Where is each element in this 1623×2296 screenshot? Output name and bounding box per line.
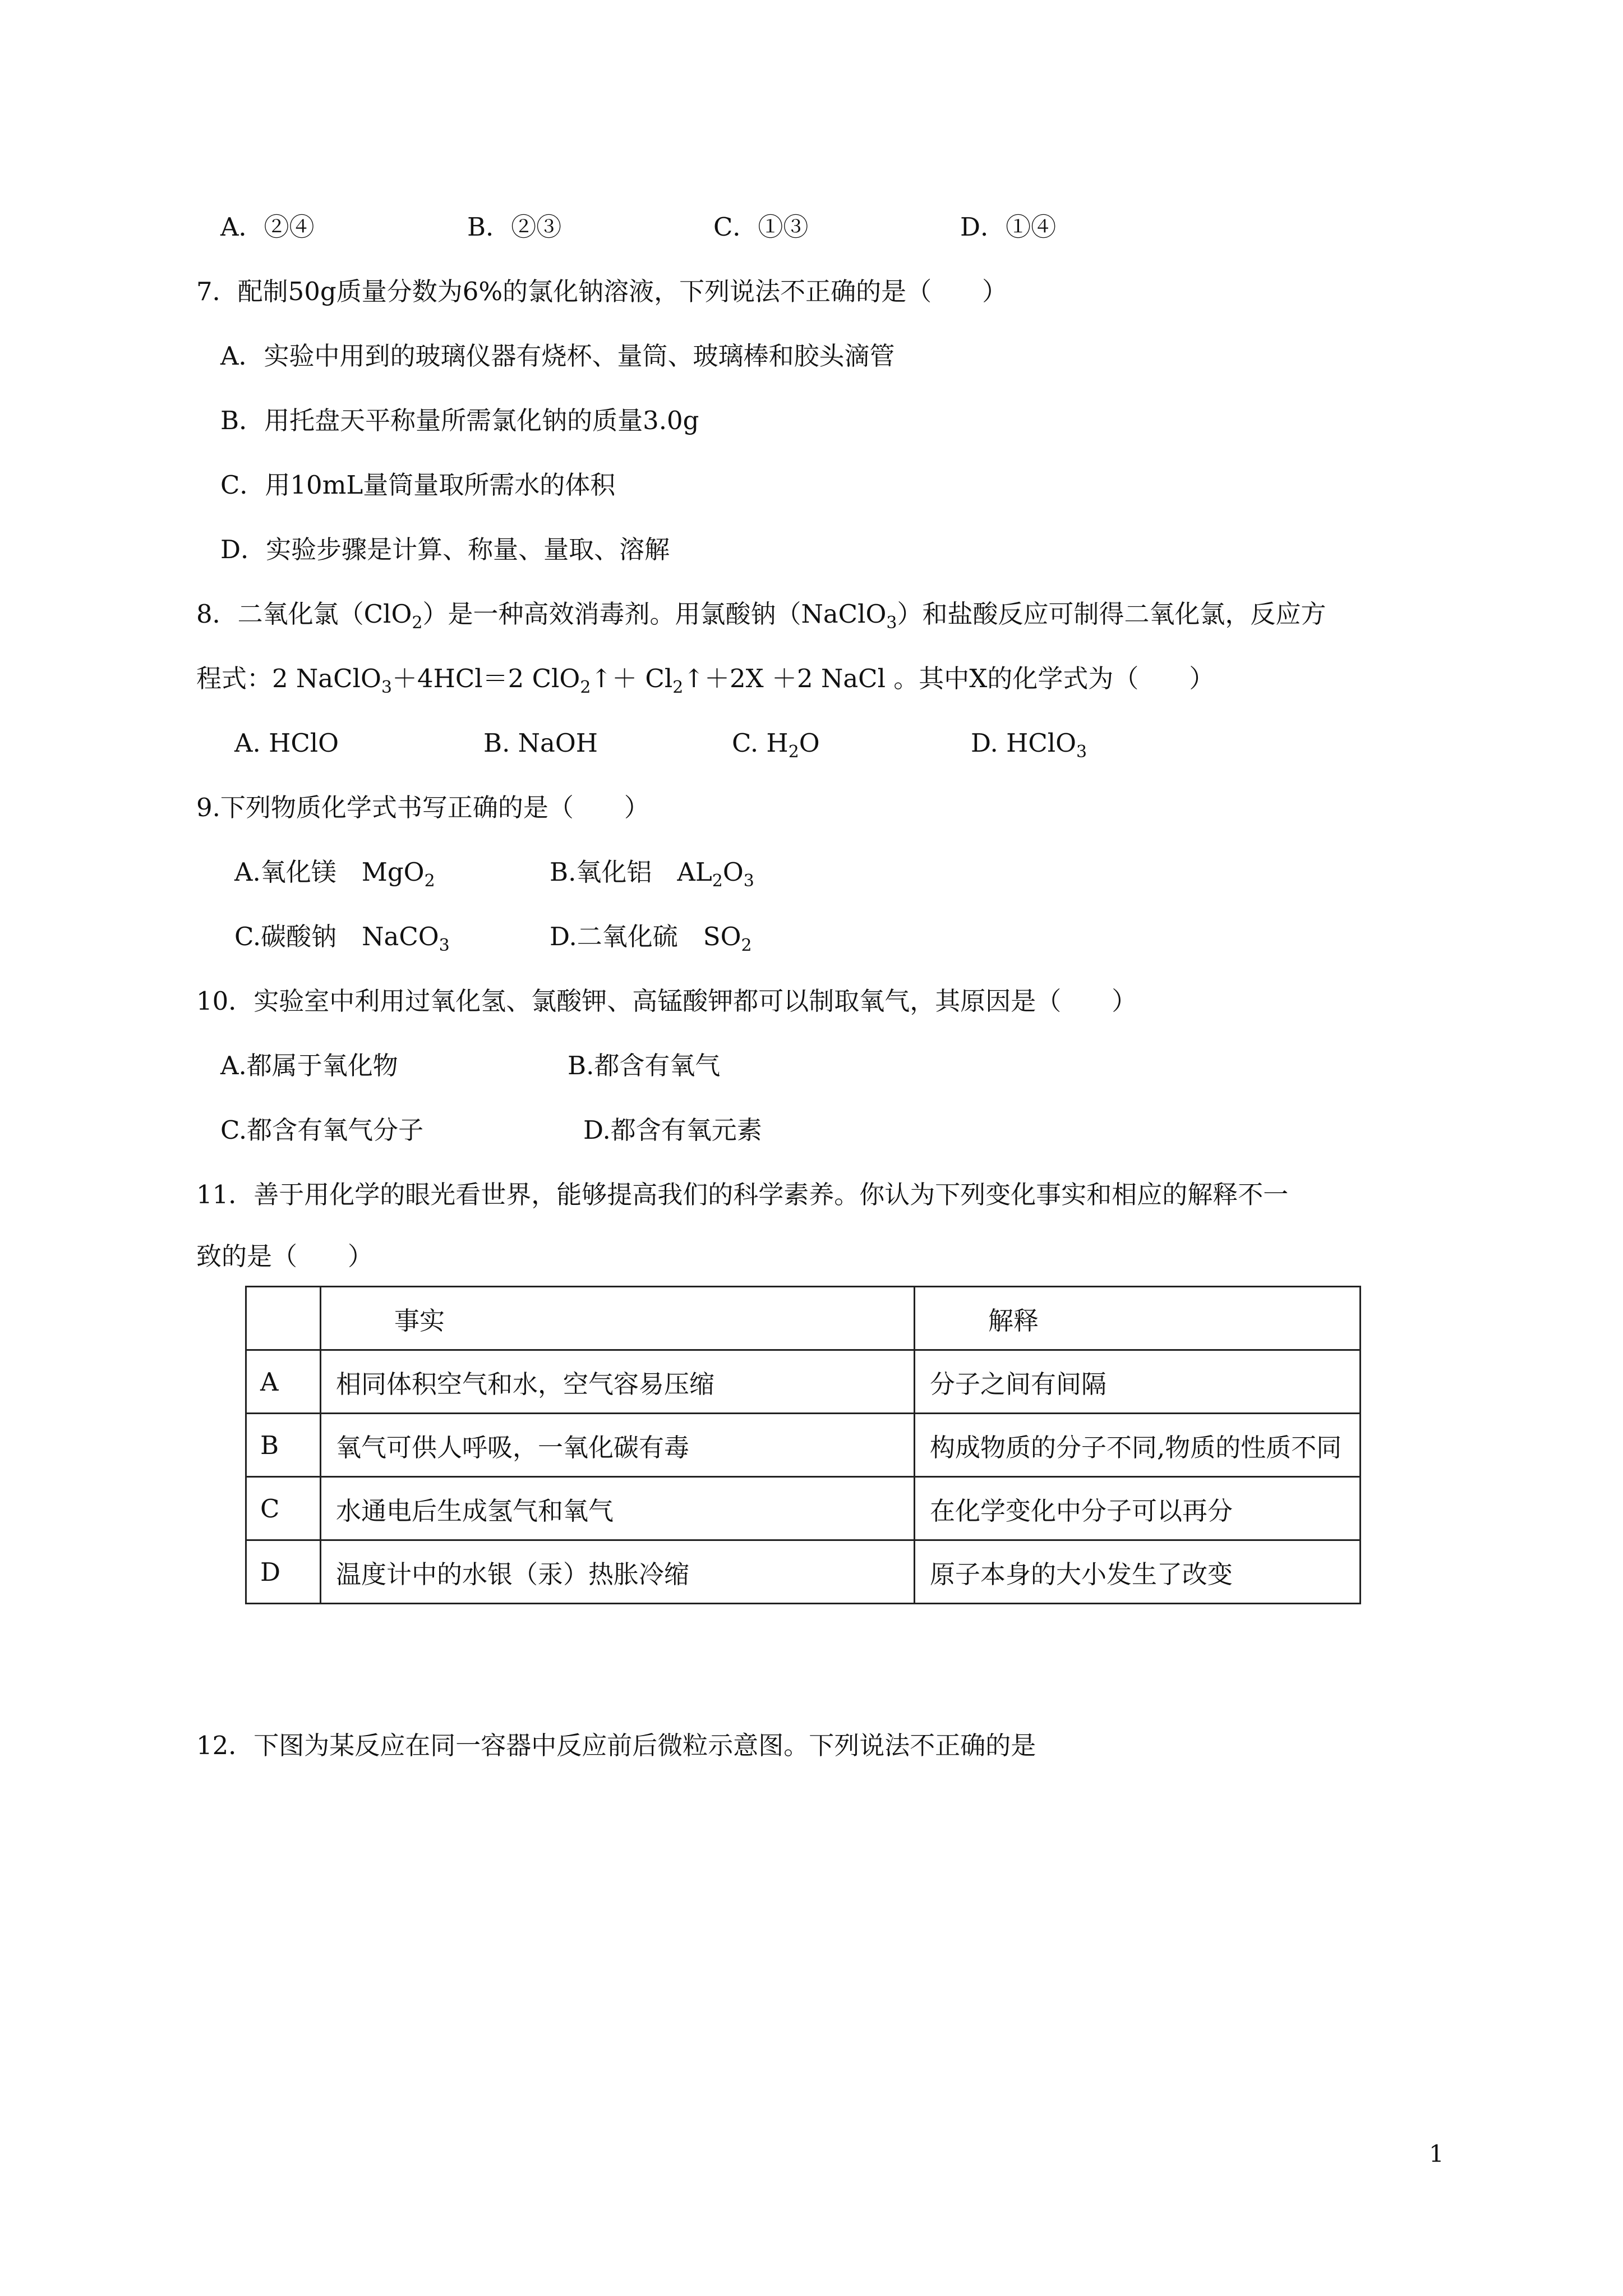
- table-header-cell: 解释: [915, 1287, 1361, 1350]
- q7-option-b: B．用托盘天平称量所需氯化钠的质量3.0g: [220, 406, 699, 435]
- table-cell: 相同体积空气和水，空气容易压缩: [321, 1350, 915, 1414]
- q8-option-b: B. NaOH: [483, 728, 598, 758]
- table-cell: 温度计中的水银（汞）热胀冷缩: [321, 1540, 915, 1604]
- q6-option-c: C．①③: [713, 212, 809, 242]
- q8-option-d: D. HClO$_3$: [971, 728, 1087, 762]
- table-cell: 氧气可供人呼吸，一氧化碳有毒: [321, 1414, 915, 1477]
- table-cell: B: [246, 1414, 321, 1477]
- q10-option-b: B.都含有氧气: [568, 1051, 721, 1080]
- table-cell: 构成物质的分子不同,物质的性质不同: [915, 1414, 1361, 1477]
- q6-option-a: A．②④: [220, 212, 315, 242]
- q10-option-a: A.都属于氧化物: [220, 1051, 398, 1080]
- q7-option-d: D．实验步骤是计算、称量、量取、溶解: [220, 535, 670, 564]
- fact-explanation-table: [245, 1286, 1361, 1604]
- q11-stem-line2: 致的是（ ）: [196, 1241, 374, 1271]
- q7-stem: 7．配制50g质量分数为6%的氯化钠溶液，下列说法不正确的是（ ）: [196, 277, 1008, 306]
- q10-stem: 10．实验室中利用过氧化氢、氯酸钾、高锰酸钾都可以制取氧气，其原因是（ ）: [196, 986, 1137, 1016]
- table-cell: D: [246, 1540, 321, 1604]
- table-row: [246, 1540, 1361, 1604]
- table-cell: A: [246, 1350, 321, 1414]
- q7-option-a: A．实验中用到的玻璃仪器有烧杯、量筒、玻璃棒和胶头滴管: [220, 341, 895, 371]
- q7-option-c: C．用10mL量筒量取所需水的体积: [220, 470, 616, 500]
- q12-stem: 12．下图为某反应在同一容器中反应前后微粒示意图。下列说法不正确的是: [196, 1731, 1036, 1760]
- table-cell: 在化学变化中分子可以再分: [915, 1477, 1361, 1540]
- q9-option-d: D.二氧化硫 $SO_2$: [550, 922, 752, 955]
- table-header-cell: [246, 1287, 321, 1350]
- q9-option-a: A.氧化镁 MgO$_2$: [234, 857, 435, 891]
- table-row: [246, 1414, 1361, 1477]
- table-header-cell: 事实: [321, 1287, 915, 1350]
- table-cell: 分子之间有间隔: [915, 1350, 1361, 1414]
- table-row: [246, 1350, 1361, 1414]
- q8-option-a: A. HClO: [234, 728, 339, 758]
- table-row: [246, 1477, 1361, 1540]
- q6-option-d: D．①④: [960, 212, 1057, 242]
- q9-option-c: C.碳酸钠 NaCO$_3$: [234, 922, 450, 955]
- q10-option-d: D.都含有氧元素: [583, 1115, 762, 1145]
- q11-stem-line1: 11．善于用化学的眼光看世界，能够提高我们的科学素养。你认为下列变化事实和相应的解释不一: [196, 1180, 1289, 1209]
- table-cell: 水通电后生成氢气和氧气: [321, 1477, 915, 1540]
- q9-option-b: B.氧化铝 $AL_2O_3$: [550, 857, 754, 891]
- q8-option-c: C. $H_2O$: [732, 728, 820, 762]
- q8-stem: 8．二氧化氯（ClO$_2$）是一种高效消毒剂。用氯酸钠（NaClO$_3$）和盐酸反应可制得二氧化氯，反应方: [196, 599, 1326, 633]
- q9-stem: 9.下列物质化学式书写正确的是（ ）: [196, 793, 649, 822]
- table-header-row: [246, 1287, 1361, 1350]
- q10-option-c: C.都含有氧气分子: [220, 1115, 424, 1145]
- q8-equation: 程式：2 NaClO$_3$＋4HCl＝2 ClO$_2$↑＋ $Cl_2↑+2X +2$ NaCl 。其中X的化学式为（ ）: [196, 664, 1215, 697]
- page-number: 1: [1429, 2140, 1444, 2168]
- q6-option-b: B．②③: [467, 212, 562, 242]
- table-cell: C: [246, 1477, 321, 1540]
- table-cell: 原子本身的大小发生了改变: [915, 1540, 1361, 1604]
